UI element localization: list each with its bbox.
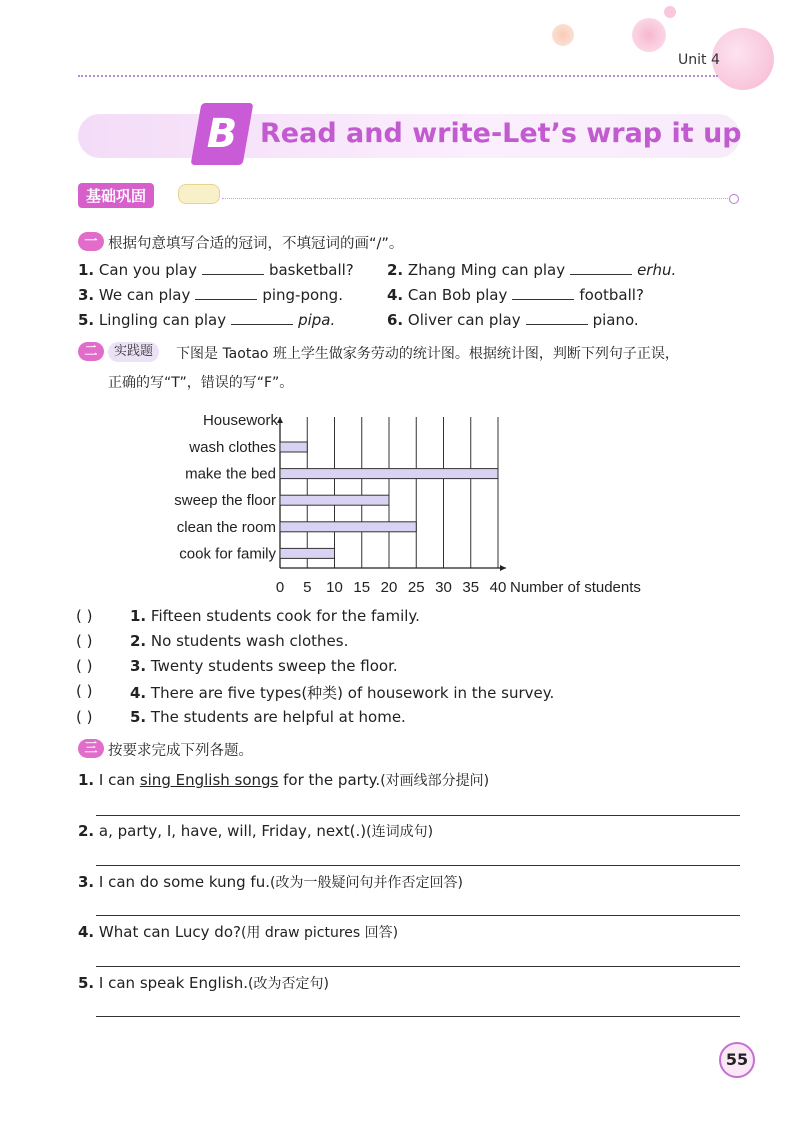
bar-wash-clothes	[280, 442, 307, 452]
answer-line[interactable]	[96, 915, 740, 916]
x-tick-label: 15	[353, 579, 371, 596]
answer-line[interactable]	[96, 865, 740, 866]
category-label: make the bed	[185, 465, 276, 483]
part2-instruction-line2: 正确的写“T”，错误的写“F”。	[108, 375, 294, 391]
housework-bar-chart	[150, 405, 670, 601]
bar-sweep-the-floor	[280, 495, 389, 505]
answer-line[interactable]	[96, 1016, 740, 1017]
part3-item-4: 4. What can Lucy do?(用 draw pictures 回答)	[78, 923, 399, 941]
bar-make-the-bed	[280, 469, 498, 479]
category-label: sweep the floor	[174, 492, 276, 510]
x-tick-label: 30	[435, 579, 452, 596]
part1-badge: 一	[78, 232, 104, 251]
answer-line[interactable]	[96, 815, 740, 816]
y-axis-label: Housework	[202, 412, 278, 429]
answer-blank[interactable]	[231, 312, 293, 325]
divider-end-dot	[729, 194, 739, 204]
unit-label: Unit 4	[678, 52, 720, 68]
x-tick-label: 10	[326, 579, 343, 596]
part1-item-1: 1. Can you play basketball?	[78, 261, 354, 279]
category-label: cook for family	[179, 545, 276, 563]
practice-tag: 实践题	[108, 342, 159, 362]
part3-item-5: 5. I can speak English.(改为否定句)	[78, 974, 329, 992]
category-label: clean the room	[176, 518, 276, 536]
bar-clean-the-room	[280, 522, 416, 532]
bar-cook-for-family	[280, 548, 335, 558]
x-tick-label: 35	[462, 579, 480, 596]
answer-line[interactable]	[96, 966, 740, 967]
answer-paren[interactable]: ( )	[76, 632, 93, 650]
book-icon	[178, 184, 220, 204]
part3-badge: 三	[78, 739, 104, 758]
flower-decoration-icon	[552, 24, 574, 46]
x-tick-label: 5	[303, 579, 312, 596]
part3-instruction: 按要求完成下列各题。	[108, 743, 253, 759]
statement-item: 1. Fifteen students cook for the family.	[130, 607, 420, 625]
part2-instruction-line1: 下图是 Taotao 班上学生做家务劳动的统计图。根据统计图，判断下列句子正误，	[176, 346, 679, 362]
statement-item: 3. Twenty students sweep the floor.	[130, 657, 398, 675]
part3-item-2: 2. a, party, I, have, will, Friday, next(.)(连词成句)	[78, 822, 434, 840]
part3-item-3: 3. I can do some kung fu.(改为一般疑问句并作否定回答)	[78, 873, 463, 891]
answer-blank[interactable]	[570, 262, 632, 275]
answer-blank[interactable]	[195, 287, 257, 300]
x-axis-arrow	[500, 565, 506, 571]
flower-decoration-icon	[664, 6, 676, 18]
x-axis-label: Number of students	[510, 579, 641, 596]
basic-divider	[222, 198, 732, 199]
statement-item: 2. No students wash clothes.	[130, 632, 349, 650]
statement-item: 4. There are five types(种类) of housework in the survey.	[130, 684, 555, 702]
underlined-phrase: sing English songs	[139, 771, 279, 789]
page-number: 55	[719, 1042, 755, 1078]
corner-circle-decoration	[712, 28, 774, 90]
answer-blank[interactable]	[526, 312, 588, 325]
part1-item-4: 4. Can Bob play football?	[387, 286, 644, 304]
answer-paren[interactable]: ( )	[76, 708, 93, 726]
answer-paren[interactable]: ( )	[76, 682, 93, 700]
x-tick-label: 20	[380, 579, 398, 596]
part1-instruction: 根据句意填写合适的冠词，不填冠词的画“/”。	[108, 236, 404, 252]
answer-paren[interactable]: ( )	[76, 657, 93, 675]
flower-decoration-icon	[632, 18, 666, 52]
basic-practice-tag: 基础巩固	[78, 183, 154, 208]
part1-item-5: 5. Lingling can play pipa.	[78, 311, 336, 329]
answer-paren[interactable]: ( )	[76, 607, 93, 625]
header-divider	[78, 75, 718, 77]
part1-item-6: 6. Oliver can play piano.	[387, 311, 639, 329]
answer-blank[interactable]	[202, 262, 264, 275]
category-label: wash clothes	[189, 439, 276, 456]
section-letter: B	[206, 111, 238, 157]
part1-item-3: 3. We can play ping-pong.	[78, 286, 343, 304]
x-tick-label: 0	[275, 579, 285, 596]
part1-item-2: 2. Zhang Ming can play erhu.	[387, 261, 677, 279]
section-title: Read and write-Let’s wrap it up	[260, 118, 742, 149]
x-tick-label: 25	[407, 579, 425, 596]
statement-item: 5. The students are helpful at home.	[130, 708, 406, 726]
answer-blank[interactable]	[512, 287, 574, 300]
part3-item-1: 1. I can sing English songs for the party.(对画线部分提问)	[78, 771, 490, 789]
part2-badge: 二	[78, 342, 104, 361]
x-tick-label: 40	[489, 579, 507, 596]
